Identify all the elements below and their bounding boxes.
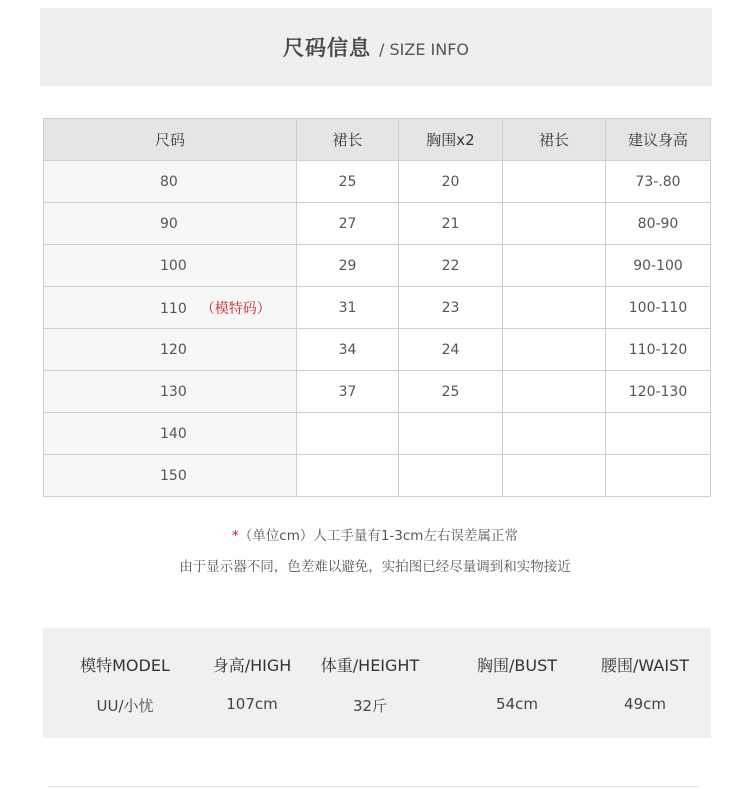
height-cell: 90-100 bbox=[606, 245, 711, 287]
model-size-tag: （模特码） bbox=[200, 300, 271, 317]
size-value: 150 bbox=[160, 467, 187, 484]
table-row bbox=[44, 287, 711, 329]
measurement-note bbox=[0, 524, 750, 544]
skirt-length-cell bbox=[297, 413, 399, 455]
height-cell: 120-130 bbox=[606, 371, 711, 413]
skirt-length-2-cell bbox=[503, 329, 606, 371]
size-value: 140 bbox=[160, 425, 187, 442]
table-row bbox=[44, 371, 711, 413]
chest-cell: 22 bbox=[399, 245, 503, 287]
size-table bbox=[43, 118, 711, 497]
skirt-length-2-cell bbox=[503, 245, 606, 287]
table-row bbox=[44, 161, 711, 203]
chest-cell: 24 bbox=[399, 329, 503, 371]
skirt-length-2-cell bbox=[503, 287, 606, 329]
header-suggested-height: 建议身高 bbox=[606, 119, 711, 161]
skirt-length-2-cell bbox=[503, 413, 606, 455]
model-header-waist: 腰围/WAIST bbox=[601, 656, 689, 675]
size-value: 120 bbox=[160, 341, 187, 358]
chest-cell: 20 bbox=[399, 161, 503, 203]
size-value: 100 bbox=[160, 257, 187, 274]
skirt-length-2-cell bbox=[503, 203, 606, 245]
size-cell bbox=[44, 455, 297, 497]
title-chinese: 尺码信息 bbox=[283, 36, 371, 60]
size-cell bbox=[44, 161, 297, 203]
size-cell bbox=[44, 245, 297, 287]
table-row bbox=[44, 413, 711, 455]
bottom-divider bbox=[48, 786, 698, 787]
size-table-header-row bbox=[44, 119, 711, 161]
header-size: 尺码 bbox=[44, 119, 297, 161]
table-row bbox=[44, 329, 711, 371]
chest-cell: 23 bbox=[399, 287, 503, 329]
skirt-length-cell: 37 bbox=[297, 371, 399, 413]
measurement-note-text: （单位cm）人工手量有1-3cm左右误差属正常 bbox=[238, 528, 518, 544]
height-cell: 110-120 bbox=[606, 329, 711, 371]
height-cell: 100-110 bbox=[606, 287, 711, 329]
skirt-length-2-cell bbox=[503, 455, 606, 497]
skirt-length-cell: 29 bbox=[297, 245, 399, 287]
size-cell bbox=[44, 371, 297, 413]
model-header-weight: 体重/HEIGHT bbox=[320, 656, 420, 675]
model-header-model: 模特MODEL bbox=[80, 656, 170, 675]
table-row bbox=[44, 203, 711, 245]
skirt-length-cell: 34 bbox=[297, 329, 399, 371]
title-banner bbox=[40, 8, 712, 86]
skirt-length-cell bbox=[297, 455, 399, 497]
color-note: 由于显示器不同，色差难以避免，实拍图已经尽量调到和实物接近 bbox=[179, 559, 571, 575]
model-height-value: 107cm bbox=[226, 695, 278, 713]
model-bust-value: 54cm bbox=[496, 695, 538, 713]
model-waist-value: 49cm bbox=[624, 695, 666, 713]
size-cell bbox=[44, 329, 297, 371]
model-header-row bbox=[43, 653, 711, 673]
size-cell bbox=[44, 413, 297, 455]
model-header-height: 身高/HIGH bbox=[212, 656, 292, 675]
chest-cell: 25 bbox=[399, 371, 503, 413]
header-skirt-length: 裙长 bbox=[297, 119, 399, 161]
skirt-length-cell: 31 bbox=[297, 287, 399, 329]
height-cell bbox=[606, 455, 711, 497]
chest-cell bbox=[399, 413, 503, 455]
asterisk-mark: * bbox=[232, 528, 239, 544]
model-weight-value: 32斤 bbox=[352, 697, 388, 715]
height-cell: 80-90 bbox=[606, 203, 711, 245]
model-values-row bbox=[43, 695, 711, 715]
chest-cell bbox=[399, 455, 503, 497]
size-cell bbox=[44, 287, 297, 329]
skirt-length-cell: 27 bbox=[297, 203, 399, 245]
size-value: 90 bbox=[160, 215, 178, 232]
skirt-length-2-cell bbox=[503, 371, 606, 413]
size-cell bbox=[44, 203, 297, 245]
title-english: / SIZE INFO bbox=[379, 39, 469, 59]
table-row bbox=[44, 245, 711, 287]
size-value: 110 bbox=[160, 300, 187, 317]
model-info-panel bbox=[43, 628, 711, 738]
table-row bbox=[44, 455, 711, 497]
chest-cell: 21 bbox=[399, 203, 503, 245]
model-header-bust: 胸围/BUST bbox=[476, 656, 558, 675]
header-skirt-length-2: 裙长 bbox=[503, 119, 606, 161]
height-cell bbox=[606, 413, 711, 455]
size-value: 80 bbox=[160, 173, 178, 190]
skirt-length-cell: 25 bbox=[297, 161, 399, 203]
header-chest: 胸围x2 bbox=[399, 119, 503, 161]
skirt-length-2-cell bbox=[503, 161, 606, 203]
size-value: 130 bbox=[160, 383, 187, 400]
model-name-value: UU/小忧 bbox=[96, 697, 154, 715]
height-cell: 73-.80 bbox=[606, 161, 711, 203]
